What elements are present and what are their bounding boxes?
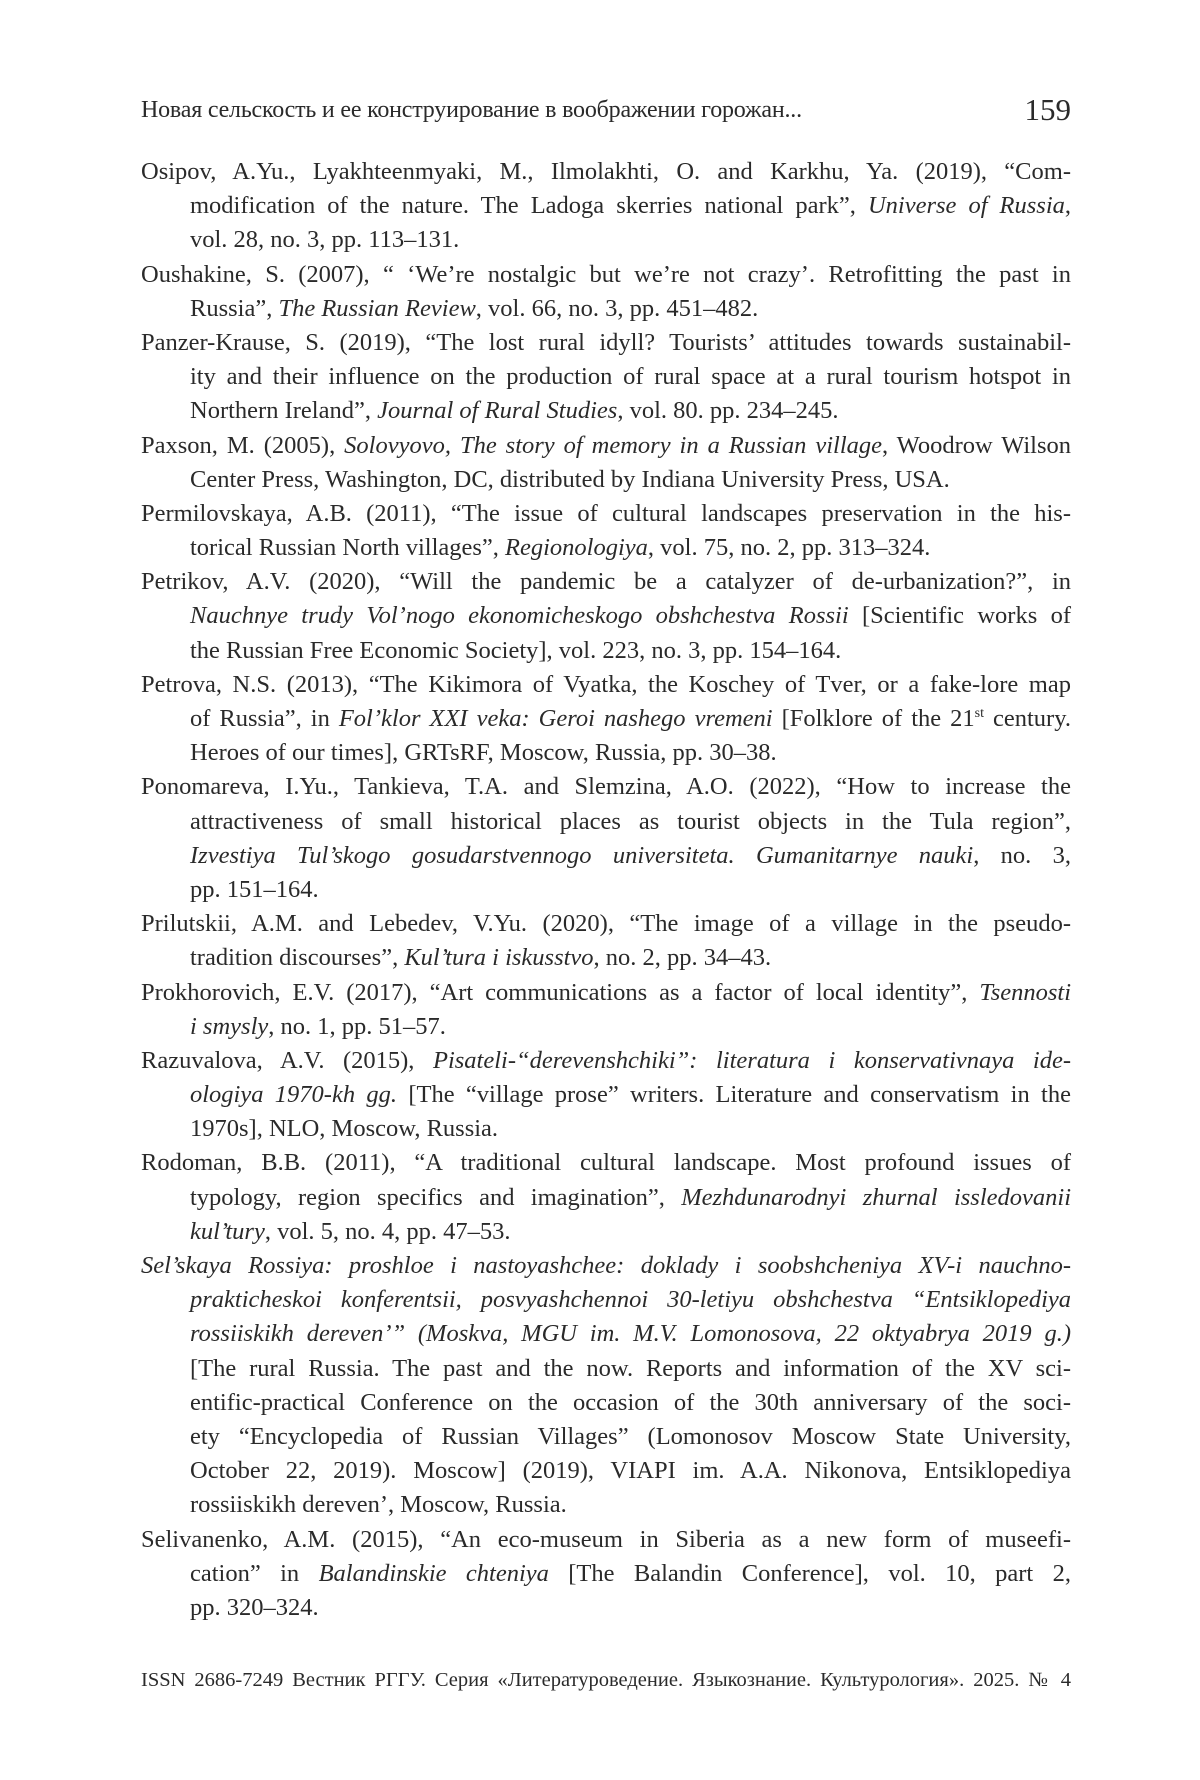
- journal-footer: ISSN 2686-7249 Вестник РГГУ. Серия «Литературоведение. Языкознание. Культурология». 2025. № 4: [141, 1669, 1071, 1691]
- text: Petrikov, A.V. (2020), “Will the pandemic be a catalyzer of de-urbanization?”, in: [141, 568, 1071, 596]
- italic-text: Pisateli-“derevenshchiki”: literatura i konservativnaya ide-: [433, 1046, 1072, 1074]
- reference-line: [141, 1557, 1071, 1591]
- italic-text: Tsennosti: [979, 978, 1071, 1006]
- italic-text: Solovyovo, The story of memory in a Russian village: [344, 431, 883, 459]
- reference-line: [141, 1146, 1071, 1180]
- reference-entry: [141, 770, 1071, 907]
- italic-text: Sel’skaya Rossiya: proshloe i nastoyashchee: doklady i soobshcheniya XV-i nauchno-: [141, 1252, 1071, 1279]
- italic-text: Kul’tura i iskusstvo: [404, 944, 594, 972]
- text: [The rural Russia. The past and the now. Reports and information of the XV sci-: [190, 1354, 1071, 1382]
- text: Center Press, Washington, DC, distributed by Indiana University Press, USA.: [190, 465, 950, 493]
- reference-line: [141, 1420, 1071, 1454]
- text: , vol. 5, no. 4, pp. 47–53.: [264, 1217, 511, 1245]
- reference-line: [141, 941, 1071, 975]
- text: rossiiskikh dereven’, Moscow, Russia.: [190, 1491, 567, 1519]
- text: , Woodrow Wilson: [882, 431, 1071, 459]
- reference-line: [141, 326, 1071, 360]
- text: st: [974, 705, 984, 721]
- reference-line: [141, 1523, 1071, 1557]
- text: ity and their influence on the production of rural space at a rural tourism hotspot in: [190, 363, 1071, 391]
- text: entific-practical Conference on the occasion of the 30th anniversary of the soci-: [190, 1388, 1071, 1416]
- text: [Scientific works of: [848, 602, 1071, 630]
- reference-line: [141, 1488, 1071, 1522]
- running-title: Новая сельскость и ее конструирование в воображении горожан...: [141, 96, 802, 123]
- reference-entry: [141, 976, 1071, 1044]
- text: ,: [1064, 192, 1072, 220]
- italic-text: ologiya 1970-kh gg.: [190, 1081, 398, 1109]
- text: pp. 320–324.: [190, 1593, 319, 1621]
- reference-line: [141, 1317, 1071, 1351]
- running-header: [141, 92, 1071, 128]
- reference-line: [141, 223, 1071, 257]
- reference-entry: [141, 1249, 1071, 1523]
- text: tradition discourses”,: [190, 944, 405, 972]
- italic-text: Regionologiya: [505, 534, 648, 562]
- italic-text: Nauchnye trudy Vol’nogo ekonomicheskogo obshchestva Rossii: [190, 602, 849, 630]
- reference-line: [141, 292, 1071, 326]
- reference-line: [141, 463, 1071, 497]
- text: torical Russian North villages”,: [190, 534, 506, 562]
- text: Prilutskii, A.M. and Lebedev, V.Yu. (2020), “The image of a village in the pseudo-: [141, 910, 1071, 938]
- reference-entry: [141, 429, 1071, 497]
- reference-line: [141, 1010, 1071, 1044]
- text: Rodoman, B.B. (2011), “A traditional cultural landscape. Most profound issues of: [141, 1149, 1071, 1177]
- reference-line: [141, 873, 1071, 907]
- text: century.: [983, 705, 1071, 732]
- reference-line: [141, 531, 1071, 565]
- reference-line: [141, 497, 1071, 531]
- italic-text: Universe of Russia: [867, 192, 1065, 220]
- reference-line: [141, 839, 1071, 873]
- text: Panzer-Krause, S. (2019), “The lost rural idyll? Tourists’ attitudes towards sustainabil-: [141, 328, 1071, 356]
- text: , vol. 75, no. 2, pp. 313–324.: [647, 534, 931, 562]
- reference-line: [141, 599, 1071, 633]
- text: Paxson, M. (2005),: [141, 431, 345, 459]
- text: [The “village prose” writers. Literature and conservatism in the: [397, 1081, 1071, 1109]
- reference-line: [141, 805, 1071, 839]
- reference-entry: [141, 565, 1071, 668]
- text: Osipov, A.Yu., Lyakhteenmyaki, M., Ilmolakhti, O. and Karkhu, Ya. (2019), “Com-: [141, 158, 1071, 185]
- text: , no. 2, pp. 34–43.: [593, 944, 772, 972]
- reference-line: [141, 770, 1071, 804]
- reference-entry: [141, 155, 1071, 258]
- text: attractiveness of small historical places as tourist objects in the Tula region”,: [190, 807, 1071, 835]
- text: Selivanenko, A.M. (2015), “An eco-museum in Siberia as a new form of museefi-: [141, 1525, 1071, 1553]
- text: Ponomareva, I.Yu., Tankieva, T.A. and Slemzina, A.O. (2022), “How to increase the: [141, 773, 1071, 801]
- text: Prokhorovich, E.V. (2017), “Art communications as a factor of local identity”,: [141, 978, 980, 1006]
- text: Oushakine, S. (2007), “ ‘We’re nostalgic but we’re not crazy’. Retrofitting the past in: [141, 260, 1071, 288]
- text: Russia”,: [190, 294, 279, 322]
- reference-entry: [141, 1523, 1071, 1626]
- text: modification of the nature. The Ladoga skerries national park”,: [190, 192, 868, 220]
- italic-text: The Russian Review: [278, 294, 476, 322]
- reference-line: [141, 394, 1071, 428]
- reference-line: [141, 189, 1071, 223]
- italic-text: prakticheskoi konferentsii, posvyashchennoi 30-letiyu obshchestva “Entsiklopediya: [190, 1286, 1071, 1314]
- reference-line: [141, 668, 1071, 702]
- reference-line: [141, 1078, 1071, 1112]
- reference-line: [141, 1044, 1071, 1078]
- reference-line: [141, 155, 1071, 189]
- text: Razuvalova, A.V. (2015),: [141, 1046, 433, 1074]
- reference-line: [141, 1181, 1071, 1215]
- reference-line: [141, 360, 1071, 394]
- reference-entry: [141, 258, 1071, 326]
- text: , no. 1, pp. 51–57.: [268, 1012, 446, 1040]
- reference-line: [141, 1454, 1071, 1488]
- reference-line: [141, 976, 1071, 1010]
- reference-line: [141, 1591, 1071, 1625]
- reference-line: [141, 1215, 1071, 1249]
- text: Heroes of our times], GRTsRF, Moscow, Russia, pp. 30–38.: [190, 739, 777, 767]
- reference-list: [141, 155, 1071, 1625]
- text: , vol. 66, no. 3, pp. 451–482.: [475, 294, 759, 322]
- italic-text: i smysly: [190, 1012, 269, 1040]
- text: of Russia”, in: [190, 705, 339, 732]
- italic-text: Journal of Rural Studies: [377, 397, 618, 425]
- reference-line: [141, 634, 1071, 668]
- page-number: 159: [1024, 92, 1071, 127]
- reference-entry: [141, 497, 1071, 565]
- reference-line: [141, 565, 1071, 599]
- text: , no. 3,: [973, 841, 1072, 869]
- text: [The Balandin Conference], vol. 10, part 2,: [548, 1559, 1072, 1587]
- reference-entry: [141, 326, 1071, 429]
- reference-line: [141, 1386, 1071, 1420]
- italic-text: rossiiskikh dereven’” (Moskva, MGU im. M.V. Lomonosova, 22 oktyabrya 2019 g.): [190, 1320, 1071, 1348]
- reference-entry: [141, 907, 1071, 975]
- italic-text: Izvestiya Tul’skogo gosudarstvennogo universiteta. Gumanitarnye nauki: [190, 841, 974, 869]
- text: cation” in: [190, 1559, 319, 1587]
- reference-line: [141, 429, 1071, 463]
- text: [Folklore of the 21: [772, 705, 975, 732]
- italic-text: Balandinskie chteniya: [318, 1559, 549, 1587]
- text: October 22, 2019). Moscow] (2019), VIAPI im. A.A. Nikonova, Entsiklopediya: [190, 1457, 1071, 1485]
- reference-line: [141, 736, 1071, 770]
- italic-text: Mezhdunarodnyi zhurnal issledovanii: [681, 1183, 1072, 1211]
- text: Petrova, N.S. (2013), “The Kikimora of Vyatka, the Koschey of Tver, or a fake-lore map: [141, 670, 1071, 698]
- reference-line: [141, 258, 1071, 292]
- reference-line: [141, 702, 1071, 736]
- text: 1970s], NLO, Moscow, Russia.: [190, 1115, 499, 1143]
- text: pp. 151–164.: [190, 875, 319, 903]
- italic-text: kul’tury: [190, 1217, 265, 1245]
- reference-entry: [141, 1044, 1071, 1147]
- text: ety “Encyclopedia of Russian Villages” (Lomonosov Moscow State University,: [190, 1422, 1071, 1450]
- text: Northern Ireland”,: [190, 397, 378, 425]
- reference-line: [141, 1112, 1071, 1146]
- reference-line: [141, 1283, 1071, 1317]
- reference-line: [141, 1352, 1071, 1386]
- text: Permilovskaya, A.B. (2011), “The issue of cultural landscapes preservation in the his-: [141, 499, 1071, 527]
- text: typology, region specifics and imagination”,: [190, 1183, 682, 1211]
- text: the Russian Free Economic Society], vol. 223, no. 3, pp. 154–164.: [190, 636, 842, 664]
- reference-line: [141, 1249, 1071, 1283]
- reference-line: [141, 907, 1071, 941]
- italic-text: Fol’klor XXI veka: Geroi nashego vremeni: [338, 705, 773, 732]
- text: , vol. 80. pp. 234–245.: [617, 397, 839, 425]
- reference-entry: [141, 668, 1071, 771]
- text: vol. 28, no. 3, pp. 113–131.: [190, 226, 460, 254]
- reference-entry: [141, 1146, 1071, 1249]
